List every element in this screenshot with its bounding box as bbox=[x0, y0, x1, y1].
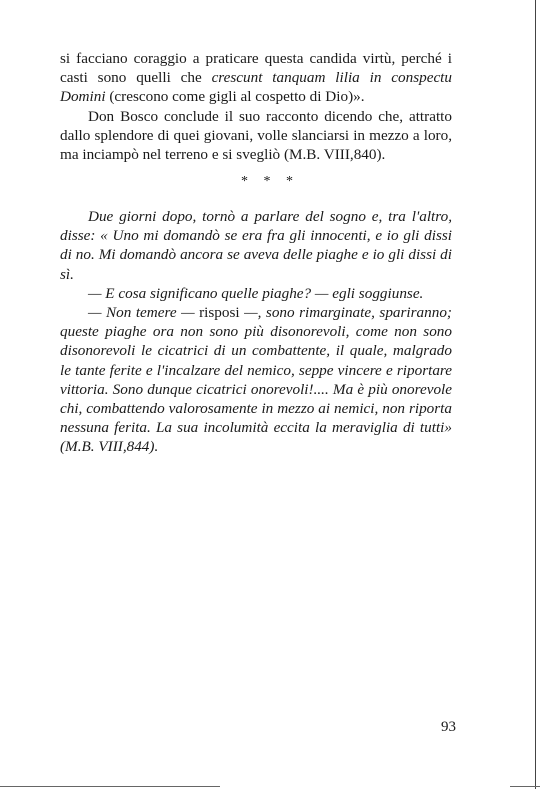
quote-paragraph-3-text: —, sono rimarginate, spariranno; queste piaghe ora non sono più disonorevoli, come non sono disonorevoli le cicatrici di un combattente, il quale, malgrado le tante ferite e l'incalzare del nemico, seppe vincere e riportare vittoria. Sono dunque cicatrici onorevoli!.... Ma è più onorevole chi, combattendo valorosamente in mezzo ai nemici, non riporta nessuna ferita. La sua incolumità eccita la meraviglia di tutti» (M.B. VIII,844). bbox=[60, 304, 452, 456]
section-separator: * * * bbox=[241, 174, 299, 189]
paragraph-don-bosco: Don Bosco conclude il suo racconto dicendo che, attratto dallo splendore di quei giovani, volle slanciarsi in mezzo a loro, ma inciampò nel terreno e si svegliò (M.B. VIII,840). bbox=[60, 107, 452, 164]
page-number: 93 bbox=[441, 719, 456, 735]
body-text bbox=[60, 49, 452, 164]
paragraph1-text-end: (crescono come gigli al cospetto di Dio)». bbox=[105, 88, 365, 106]
quote-risposi: risposi bbox=[199, 304, 240, 322]
quote-paragraph-3 bbox=[60, 303, 452, 457]
quote-paragraph-2: — E cosa significano quelle piaghe? — egli soggiunse. bbox=[88, 284, 424, 302]
paragraph1-text: si facciano coraggio a praticare questa candida virtù, perché i casti sono quelli che bbox=[60, 50, 452, 87]
latin-quote: crescunt tanquam lilia in conspectu Domini bbox=[60, 69, 452, 106]
paragraph-continuation bbox=[60, 49, 452, 107]
quote-paragraph-1: Due giorni dopo, tornò a parlare del sogno e, tra l'altro, disse: « Uno mi domandò se era fra gli innocenti, e io gli dissi di no. Mi domandò ancora se aveva delle piaghe e io gli dissi di sì. bbox=[60, 208, 452, 283]
quote-dash-open: — Non temere — bbox=[88, 304, 200, 322]
scan-edge-right bbox=[535, 0, 536, 789]
italic-quote-block bbox=[60, 207, 452, 457]
scan-edge-gap bbox=[220, 785, 510, 789]
